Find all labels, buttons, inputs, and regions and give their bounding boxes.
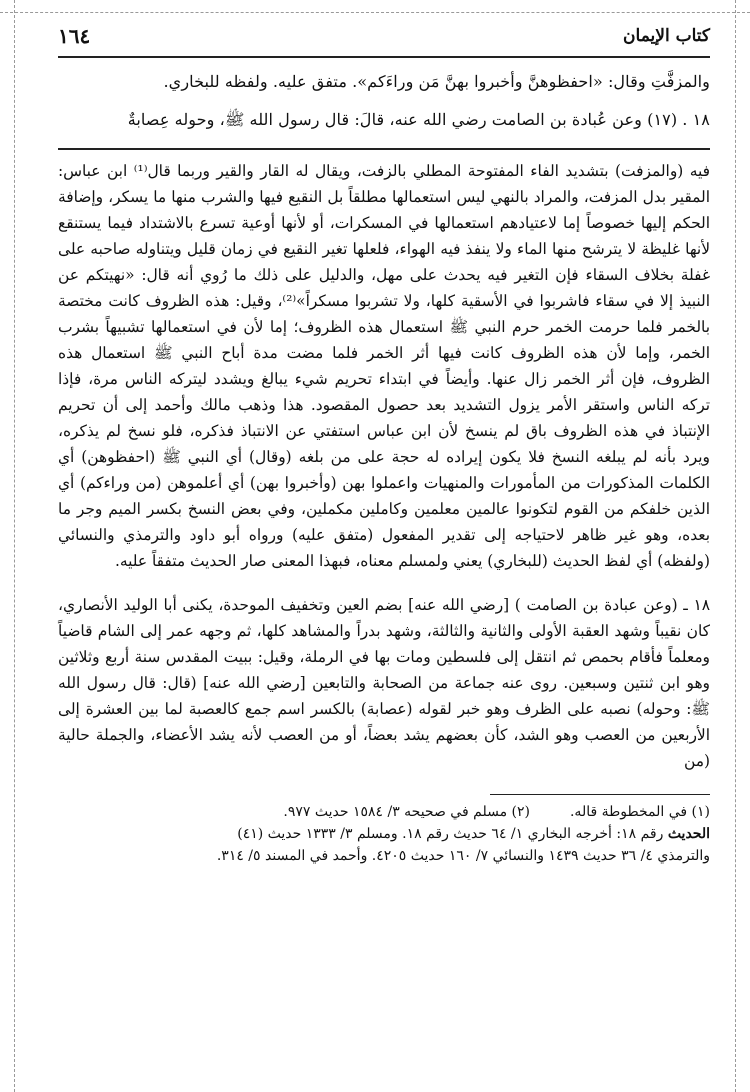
- hadith-text: [58, 66, 710, 136]
- footnote-rule: [490, 794, 710, 795]
- footnote-1: (١) في المخطوطة قاله.: [569, 804, 710, 820]
- commentary-paragraph: ١٨ ـ (وعن عبادة بن الصامت ) [رضي الله عنه] بضم العين وتخفيف الموحدة، يكنى أبا الوليد الأنصاري، كان نقيباً وشهد العقبة الأولى والثانية والثالثة، وشهد بدراً والمشاهد كلها، ثم وجهه عمر إلى الشام قاضياً ومعلماً فأقام بحمص ثم انتقل إلى فلسطين ومات بها في الرملة، وقيل: ببيت المقدس سنة أربع وثلاثين وهو ابن ثنتين وسبعين. روى عنه جماعة من الصحابة والتابعين [رضي الله عنه] (قال: قال رسول الله ﷺ: وحوله) نصبه على الظرف وهو خبر لقوله (عصابة) بالكسر اسم جمع كالعصبة لما بين العشرة إلى الأربعين من العصب وهو الشد، كأن بعضهم يشد بعضاً، أو من العصب لأنه يشد الأعضاء، والجملة حالية (من: [58, 596, 710, 770]
- page-edge-left: [0, 0, 15, 1092]
- hadith-paragraph: ١٨ . (١٧) وعن عُبادة بن الصامت رضي الله عنه، قالَ: قال رسول الله ﷺ، وحوله عِصابةٌ: [127, 110, 710, 129]
- hadith-reference-label: الحديث: [667, 826, 710, 842]
- hadith-reference: [58, 823, 710, 845]
- book-page: [58, 16, 710, 1084]
- hadith-reference-line: رقم ١٨: أخرجه البخاري ١/ ٦٤ حديث رقم ١٨. ومسلم ٣/ ١٣٣٣ حديث (٤١): [237, 826, 664, 842]
- footnote-row: [58, 801, 710, 823]
- footnotes: [58, 801, 710, 867]
- hadith-paragraph: والمزفَّتِ وقال: «احفظوهنَّ وأخبروا بهنَّ مَن وراءَكم». متفق عليه. ولفظه للبخاري.: [163, 72, 710, 91]
- commentary-paragraph: فيه (والمزفت) بتشديد الفاء المفتوحة المطلي بالزفت، ويقال له القار والقير وربما قال⁽¹⁾ ابن عباس: المقير بدل المزفت، والمراد بالنهي ليس استعمالها مطلقاً بل النقيع فيها والشرب منها ما يسكر، وإضافة الحكم إليها خصوصاً إما لاعتيادهم استعمالها في المسكرات، أو لأنها أوعية تسرع بالاشتداد فيما يستنقع لأنها غليظة لا يترشح منها الماء ولا ينفذ فيه الهواء، فلعلها تغير النقيع في زمان قليل ويتناوله صاحبه على غفلة بخلاف السقاء فإن التغير فيه يحدث على مهل، والدليل على ذلك ما رُوي أنه قال: «نهيتكم عن النبيذ إلا في سقاء فاشربوا في الأسقية كلها، ولا تشربوا مسكراً»⁽²⁾، وقيل: هذه الظروف كانت مختصة بالخمر فلما حرمت الخمر حرم النبي ﷺ استعمال هذه الظروف؛ إما لأن في استعمالها تشبيهاً بشرب الخمر، وإما لأن هذه الظروف كانت فيها أثر الخمر فلما مضت مدة أباح النبي ﷺ استعمال هذه الظروف، فإن أثر الخمر زال عنها. وأيضاً في ابتداء تحريم شيء يبالغ ويشدد ليتركه الناس مرة، فإذا تركه الناس واستقر الأمر يزول التشديد بعد حصول المقصود. هذا وذهب مالك وأحمد إلى أن تحريم الإنتباذ في هذه الظروف باق لم ينسخ لأن ابن عباس استفتي عن الانتباذ فذكره، فلو نسخ لم يذكره، ويرد بأنه لم يبلغه النسخ فلا يكون إيراده له حجة على من بلغه (وقال) أي النبي ﷺ (احفظوهن) أي الكلمات المذكورات من المأمورات والمنهيات واعملوا بهن (وأخبروا بهن) أي أعلموهن (من وراءكم) أي الذين خلفكم من القوم لتكونوا عالمين معلمين وكاملين مكملين، وفي بعض النسخ بكسر الميم وجر ما بعده، وهو غير ظاهر لاحتياجه إلى تقدير المفعول (متفق عليه) ورواه أبو داود والترمذي والنسائي (ولفظه) أي لفظ الحديث (للبخاري) يعني ولمسلم معناه، فبهذا المعنى صار الحديث متفقاً عليه.: [58, 162, 711, 570]
- section-divider: [58, 148, 710, 150]
- page-number: ١٦٤: [58, 24, 91, 48]
- commentary: [58, 158, 710, 774]
- footnote-2: (٢) مسلم في صحيحه ٣/ ١٥٨٤ حديث ٩٧٧.: [283, 804, 530, 820]
- page-edge-right: [735, 0, 750, 1092]
- hadith-reference-line-2: والترمذي ٤/ ٣٦ حديث ١٤٣٩ والنسائي ٧/ ١٦٠ حديث ٤٢٠٥. وأحمد في المسند ٥/ ٣١٤.: [216, 848, 710, 864]
- page-edge-top: [0, 0, 750, 13]
- page-header: [58, 16, 710, 58]
- running-title: كتاب الإيمان: [623, 26, 710, 46]
